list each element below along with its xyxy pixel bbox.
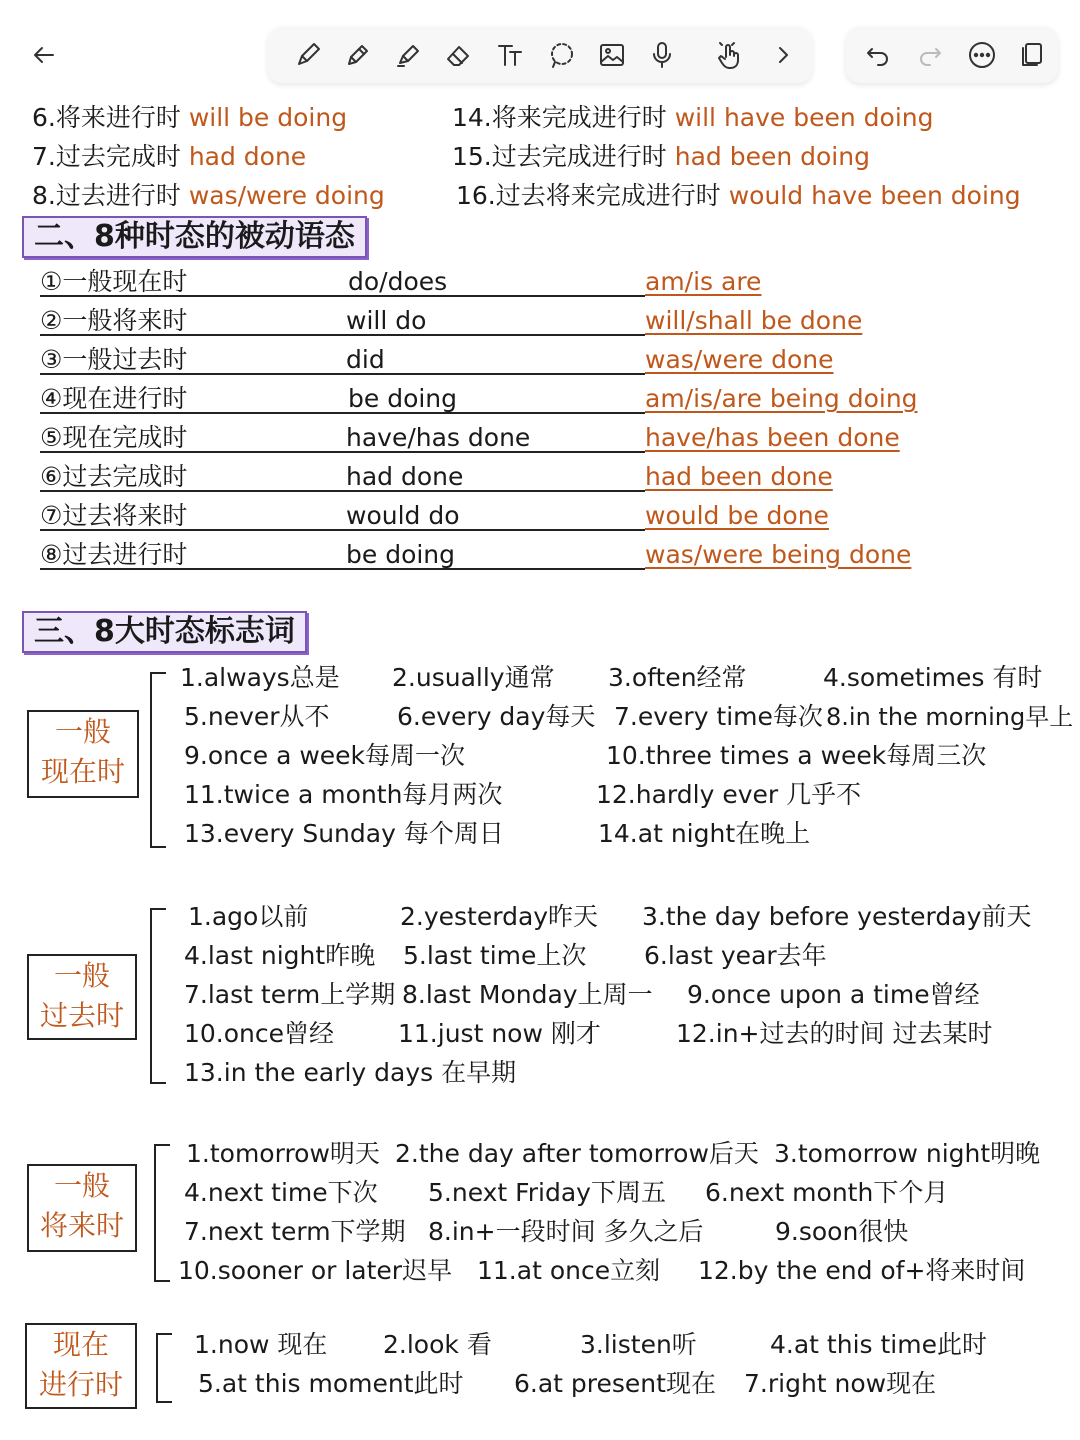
- group-bracket: [156, 1333, 172, 1403]
- signal-word: 7.last term上学期: [184, 980, 396, 1009]
- signal-word: 7.every time每次: [614, 702, 823, 731]
- signal-word: 12.hardly ever 几乎不: [596, 780, 862, 809]
- pen-icon: [343, 40, 373, 70]
- tag-line: 一般: [53, 959, 110, 992]
- signal-word: 6.last year去年: [644, 941, 827, 970]
- pen-tool-button[interactable]: [336, 27, 380, 83]
- signal-word: 1.ago以前: [188, 902, 309, 931]
- highlighter-icon: [393, 40, 423, 70]
- group-bracket: [150, 672, 166, 848]
- undo-button[interactable]: [856, 27, 900, 83]
- signal-word: 5.last time上次: [403, 941, 587, 970]
- passive-row-tense: ②一般将来时: [40, 306, 188, 335]
- signal-word: 7.next term下学期: [184, 1217, 406, 1246]
- tense-line: [452, 142, 870, 172]
- signal-word: 7.right now现在: [744, 1369, 937, 1398]
- passive-row-passive: will/shall be done: [645, 306, 863, 335]
- signal-word: 9.once a week每周一次: [184, 741, 466, 770]
- tense-form: will be doing: [188, 103, 348, 132]
- signal-word: 13.in the early days 在早期: [184, 1058, 517, 1087]
- signal-word: 12.in+过去的时间 过去某时: [676, 1019, 993, 1048]
- section2-heading: 二、8种时态的被动语态: [22, 216, 367, 258]
- passive-row-tense: ⑥过去完成时: [40, 462, 188, 491]
- pencil-icon: [293, 40, 323, 70]
- signal-word: 8.in the morning早上: [826, 703, 1074, 731]
- passive-row-passive: was/were being done: [645, 540, 912, 569]
- signal-word: 1.now 现在: [194, 1330, 328, 1359]
- highlighter-tool-button[interactable]: [386, 27, 430, 83]
- signal-word: 3.often经常: [608, 663, 747, 692]
- undo-icon: [863, 40, 893, 70]
- passive-row-passive: was/were done: [645, 345, 834, 374]
- signal-word: 9.once upon a time曾经: [687, 980, 980, 1009]
- passive-row-tense: ④现在进行时: [40, 384, 188, 413]
- signal-word: 5.never从不: [184, 702, 330, 731]
- signal-word: 11.twice a month每月两次: [184, 780, 503, 809]
- redo-button[interactable]: [908, 27, 952, 83]
- signal-word: 4.at this time此时: [770, 1330, 987, 1359]
- passive-row-active: did: [346, 345, 385, 374]
- tense-line: [452, 103, 933, 133]
- tense-tag-simple-past: [27, 954, 137, 1040]
- tense-line: [32, 181, 385, 211]
- passive-row-active: do/does: [348, 267, 448, 296]
- tense-tag-simple-present: [27, 710, 139, 798]
- passive-row-active: be doing: [348, 384, 458, 413]
- signal-word: 3.listen听: [580, 1330, 697, 1359]
- tag-line: 现在: [52, 1328, 109, 1361]
- more-icon: [967, 40, 997, 70]
- image-tool-button[interactable]: [590, 27, 634, 83]
- passive-row-active: will do: [346, 306, 427, 335]
- passive-row-active: be doing: [346, 540, 456, 569]
- group-bracket: [154, 1144, 170, 1282]
- tag-line: 一般: [54, 715, 111, 748]
- signal-word: 4.sometimes 有时: [823, 663, 1043, 692]
- signal-word: 6.at present现在: [514, 1369, 716, 1398]
- tag-line: 一般: [53, 1169, 110, 1202]
- text-icon: [495, 40, 525, 70]
- microphone-tool-button[interactable]: [640, 27, 684, 83]
- signal-word: 2.the day after tomorrow后天: [395, 1139, 759, 1168]
- touch-tool-button[interactable]: [708, 27, 752, 83]
- signal-word: 1.always总是: [180, 663, 340, 692]
- signal-word: 6.next month下个月: [705, 1178, 949, 1207]
- signal-word: 1.tomorrow明天: [186, 1139, 380, 1168]
- tense-form: will have been doing: [674, 103, 934, 132]
- signal-word: 9.soon很快: [775, 1217, 909, 1246]
- signal-word: 2.look 看: [383, 1330, 492, 1359]
- pages-button[interactable]: [1010, 27, 1054, 83]
- signal-word: 5.next Friday下周五: [428, 1178, 666, 1207]
- lasso-icon: [547, 40, 577, 70]
- tense-line: [32, 142, 306, 172]
- hand-touch-icon: [715, 40, 745, 70]
- signal-word: 11.at once立刻: [477, 1256, 661, 1285]
- more-button[interactable]: [960, 27, 1004, 83]
- tense-label: 14.将来完成进行时: [452, 103, 667, 132]
- tag-line: 现在时: [40, 755, 125, 788]
- passive-row-passive: have/has been done: [645, 423, 900, 452]
- page-actions: [846, 27, 1058, 83]
- lasso-tool-button[interactable]: [540, 27, 584, 83]
- passive-row-tense: ①一般现在时: [40, 267, 188, 296]
- chevron-right-icon: [769, 40, 799, 70]
- tense-label: 8.过去进行时: [32, 181, 181, 210]
- passive-row-active: would do: [346, 501, 460, 530]
- pages-icon: [1017, 40, 1047, 70]
- group-bracket: [150, 908, 166, 1084]
- passive-row-passive: am/is are: [645, 267, 762, 296]
- tense-form: was/were doing: [188, 181, 385, 210]
- signal-word: 2.usually通常: [392, 663, 555, 692]
- eraser-icon: [443, 40, 473, 70]
- signal-word: 14.at night在晚上: [598, 819, 811, 848]
- tense-line: [456, 181, 1021, 211]
- signal-word: 10.three times a week每周三次: [606, 741, 987, 770]
- tag-line: 将来时: [39, 1209, 124, 1242]
- signal-word: 4.last night昨晚: [184, 941, 376, 970]
- back-arrow-icon: [29, 40, 59, 70]
- redo-icon: [915, 40, 945, 70]
- passive-row-passive: would be done: [645, 501, 829, 530]
- signal-word: 3.the day before yesterday前天: [642, 902, 1032, 931]
- passive-row-tense: ⑧过去进行时: [40, 540, 188, 569]
- tense-tag-present-continuous: [25, 1323, 137, 1409]
- signal-word: 2.yesterday昨天: [400, 902, 599, 931]
- tense-label: 15.过去完成进行时: [452, 142, 667, 171]
- image-icon: [597, 40, 627, 70]
- tense-form: had been doing: [674, 142, 870, 171]
- tense-form: would have been doing: [728, 181, 1021, 210]
- signal-word: 8.in+一段时间 多久之后: [428, 1217, 704, 1246]
- more-tools-button[interactable]: [762, 27, 806, 83]
- passive-row-active: have/has done: [346, 423, 531, 452]
- passive-row-active: had done: [346, 462, 464, 491]
- passive-row-passive: had been done: [645, 462, 833, 491]
- passive-row-tense: ⑦过去将来时: [40, 501, 188, 530]
- signal-word: 13.every Sunday 每个周日: [184, 819, 504, 848]
- signal-word: 11.just now 刚才: [398, 1019, 601, 1048]
- tag-line: 过去时: [39, 999, 124, 1032]
- signal-word: 8.last Monday上周一: [402, 980, 653, 1009]
- passive-row-passive: am/is/are being doing: [645, 384, 918, 413]
- tense-label: 7.过去完成时: [32, 142, 181, 171]
- microphone-icon: [647, 40, 677, 70]
- back-button[interactable]: [22, 27, 66, 83]
- signal-word: 10.once曾经: [184, 1019, 335, 1048]
- tense-label: 6.将来进行时: [32, 103, 181, 132]
- signal-word: 10.sooner or later迟早: [178, 1256, 453, 1285]
- signal-word: 6.every day每天: [397, 702, 596, 731]
- section3-heading: 三、8大时态标志词: [22, 611, 307, 653]
- text-tool-button[interactable]: [488, 27, 532, 83]
- signal-word: 5.at this moment此时: [198, 1369, 464, 1398]
- passive-row-tense: ⑤现在完成时: [40, 423, 188, 452]
- eraser-tool-button[interactable]: [436, 27, 480, 83]
- drawing-toolbar: [268, 27, 812, 83]
- signal-word: 3.tomorrow night明晚: [774, 1139, 1041, 1168]
- signal-word: 4.next time下次: [184, 1178, 378, 1207]
- tag-line: 进行时: [38, 1368, 123, 1401]
- passive-row-tense: ③一般过去时: [40, 345, 188, 374]
- pencil-tool-button[interactable]: [286, 27, 330, 83]
- tense-label: 16.过去将来完成进行时: [456, 181, 721, 210]
- signal-word: 12.by the end of+将来时间: [698, 1256, 1026, 1285]
- tense-tag-simple-future: [27, 1164, 137, 1252]
- tense-line: [32, 103, 347, 133]
- tense-form: had done: [188, 142, 307, 171]
